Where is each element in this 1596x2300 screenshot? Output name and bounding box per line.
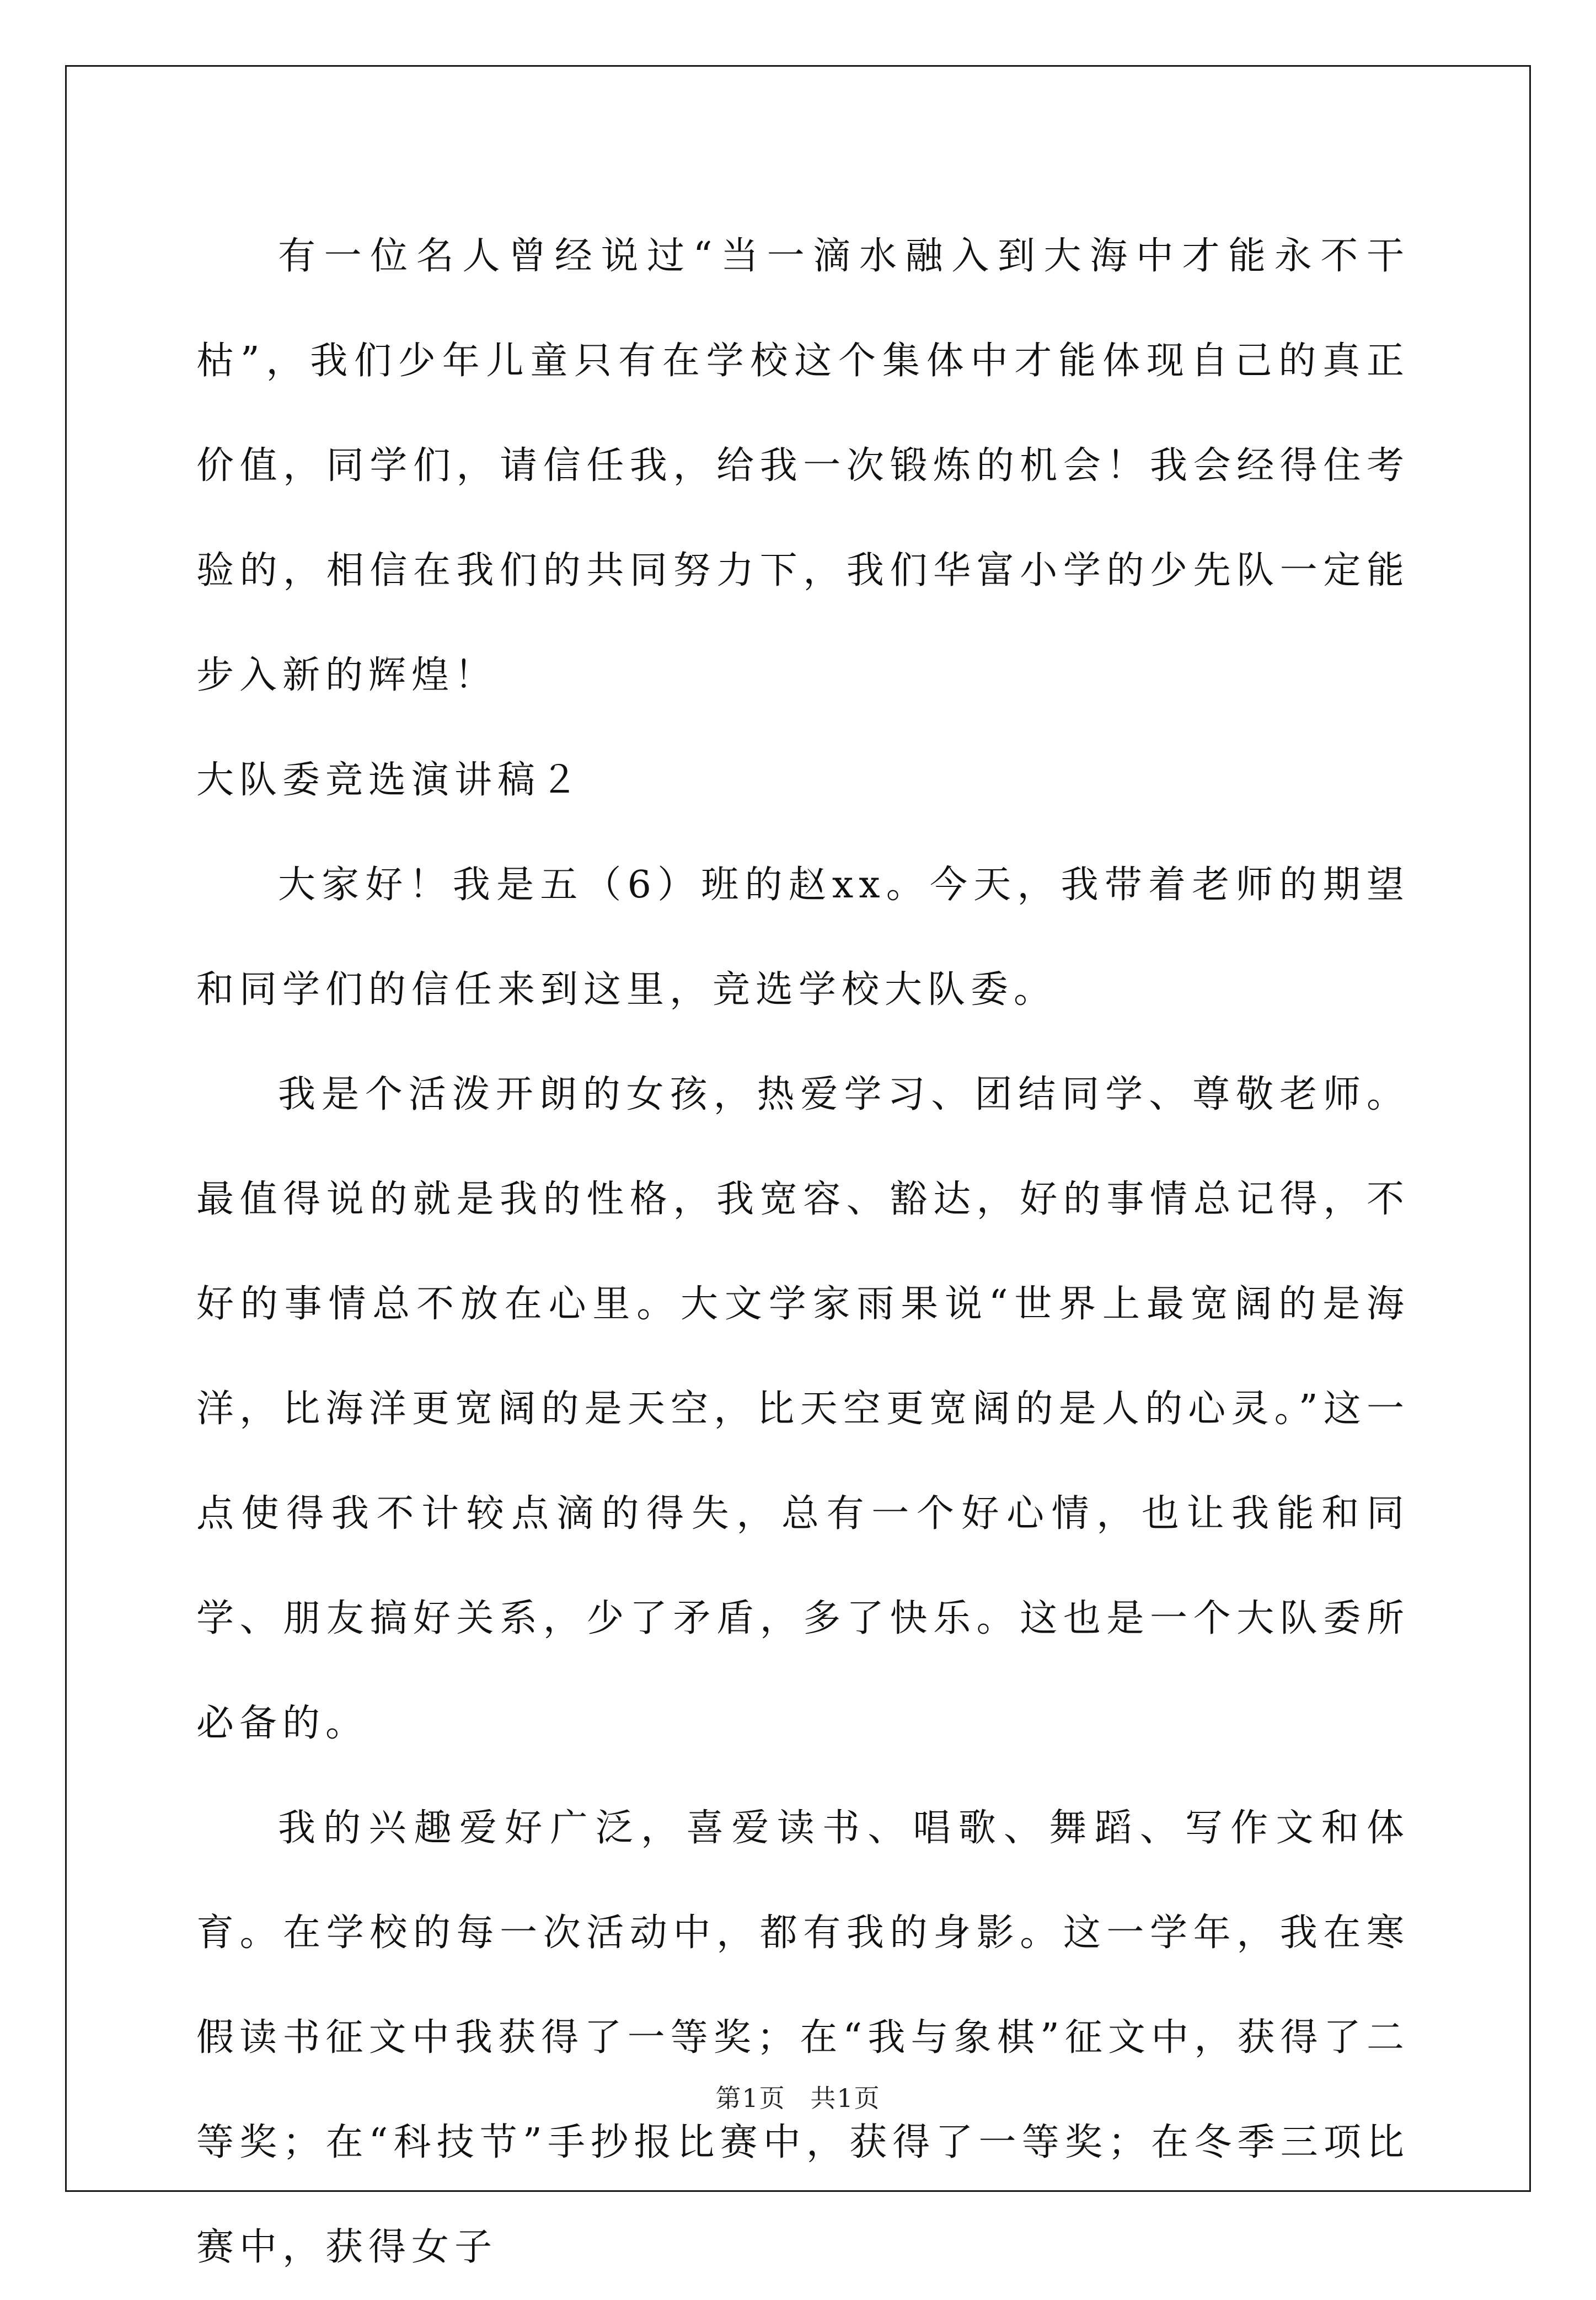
page-total: 共1页 bbox=[810, 2083, 881, 2113]
section-heading: 大队委竞选演讲稿２ bbox=[196, 758, 584, 802]
paragraph: 大家好！我是五（6）班的赵xx。今天，我带着老师的期望和同学们的信任来到这里，竞选学校大队委。 bbox=[196, 863, 1410, 1012]
paragraph: 我是个活泼开朗的女孩，热爱学习、团结同学、尊敬老师。最值得说的就是我的性格，我宽容、豁达，好的事情总记得，不好的事情总不放在心里。大文学家雨果说“世界上最宽阔的是海洋，比海洋更宽阔的是天空，比天空更宽阔的是人的心灵。”这一点使得我不计较点滴的得失，总有一个好心情，也让我能和同学、朋友搞好关系，少了矛盾，多了快乐。这也是一个大队委所必备的。 bbox=[196, 1073, 1410, 1745]
page-footer bbox=[0, 2078, 1596, 2115]
paragraph: 有一位名人曾经说过“当一滴水融入到大海中才能永不干枯”，我们少年儿童只有在学校这个集体中才能体现自己的真正价值，同学们，请信任我，给我一次锻炼的机会！我会经得住考验的，相信在我们的共同努力下，我们华富小学的少先队一定能步入新的辉煌！ bbox=[196, 234, 1410, 697]
document-body bbox=[196, 204, 1410, 2300]
paragraph: 我的兴趣爱好广泛，喜爱读书、唱歌、舞蹈、写作文和体育。在学校的每一次活动中，都有我的身影。这一学年，我在寒假读书征文中我获得了一等奖；在“我与象棋”征文中，获得了二等奖；在“科技节”手抄报比赛中，获得了一等奖；在冬季三项比赛中，获得女子 bbox=[196, 1806, 1410, 2269]
page-number: 第1页 bbox=[715, 2083, 786, 2113]
